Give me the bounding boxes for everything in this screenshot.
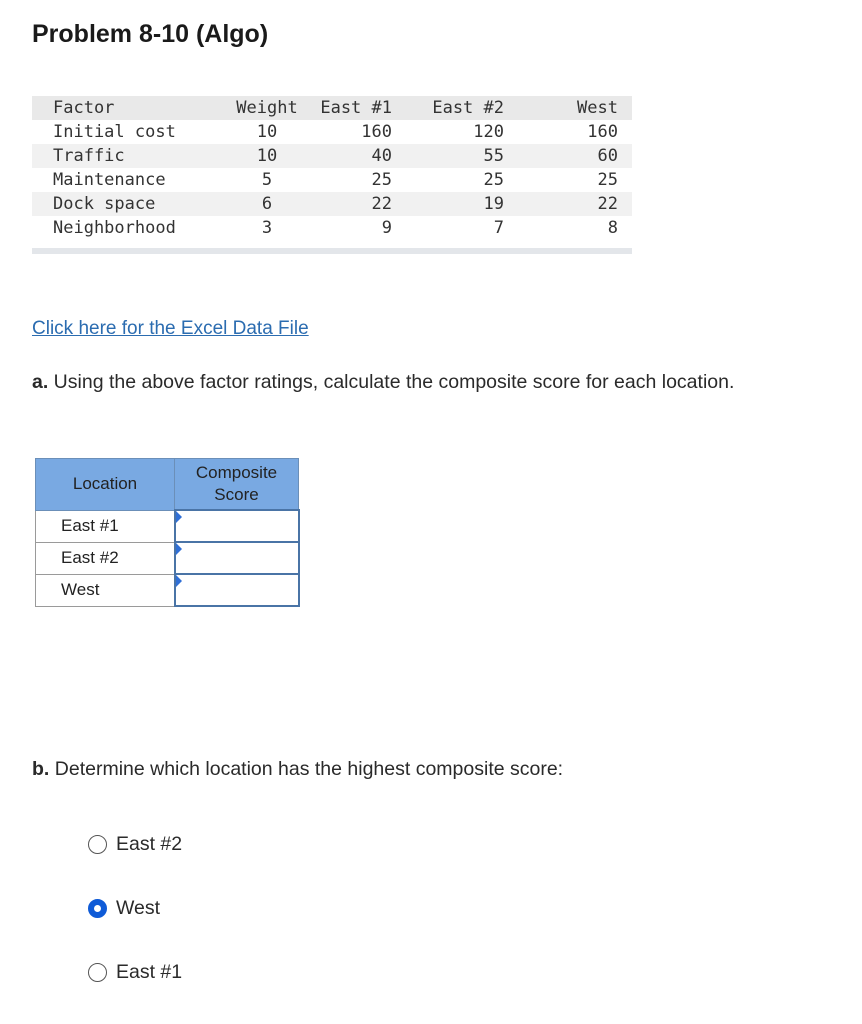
factor-name: Maintenance — [53, 170, 166, 190]
header-east2: East #2 — [432, 98, 504, 118]
header-west: West — [577, 98, 618, 118]
west-cell: 25 — [597, 170, 618, 190]
header-east1: East #1 — [320, 98, 392, 118]
score-input-west[interactable] — [176, 575, 298, 605]
table-scrollbar[interactable] — [32, 248, 632, 254]
table-row — [32, 192, 632, 216]
table-row — [32, 120, 632, 144]
page-title: Problem 8-10 (Algo) — [32, 20, 269, 48]
radio-option-east2[interactable] — [88, 833, 182, 856]
composite-score-table — [35, 458, 300, 607]
score-cell-east1[interactable] — [175, 510, 299, 542]
header-score-line2: Score — [214, 485, 259, 504]
west-cell: 160 — [587, 122, 618, 142]
east2-cell: 120 — [473, 122, 504, 142]
score-cell-east2[interactable] — [175, 542, 299, 574]
east2-cell: 7 — [493, 218, 504, 238]
question-a-label: a. — [32, 371, 49, 393]
radio-button-icon[interactable] — [88, 835, 107, 854]
east2-cell: 25 — [483, 170, 504, 190]
west-cell: 8 — [607, 218, 618, 238]
location-east2: East #2 — [36, 542, 175, 574]
table-row — [36, 510, 299, 542]
factor-name: Traffic — [53, 146, 125, 166]
west-cell: 22 — [597, 194, 618, 214]
header-weight: Weight — [236, 98, 298, 118]
table-row — [32, 144, 632, 168]
table-row — [36, 574, 299, 606]
score-cell-west[interactable] — [175, 574, 299, 606]
header-factor: Factor — [53, 98, 115, 118]
header-score-line1: Composite — [195, 463, 278, 482]
east1-cell: 25 — [371, 170, 392, 190]
factor-name: Initial cost — [53, 122, 176, 142]
input-marker-icon — [176, 543, 182, 555]
question-b-label: b. — [32, 758, 50, 780]
east1-cell: 9 — [381, 218, 392, 238]
east1-cell: 40 — [371, 146, 392, 166]
input-marker-icon — [176, 511, 182, 523]
radio-label-west: West — [116, 897, 161, 919]
location-west: West — [36, 574, 175, 606]
header-composite-score — [175, 459, 299, 511]
east2-cell: 55 — [483, 146, 504, 166]
factor-name: Dock space — [53, 194, 156, 214]
east2-cell: 19 — [483, 194, 504, 214]
weight-cell: 5 — [261, 170, 273, 190]
west-cell: 60 — [597, 146, 618, 166]
east1-cell: 160 — [361, 122, 392, 142]
score-input-east2[interactable] — [176, 543, 298, 573]
radio-label-east1: East #1 — [116, 961, 183, 983]
question-a — [32, 371, 734, 394]
radio-option-west[interactable] — [88, 897, 160, 920]
radio-button-selected-icon[interactable] — [88, 899, 107, 918]
weight-cell: 3 — [261, 218, 273, 238]
weight-cell: 10 — [256, 122, 278, 142]
table-row — [32, 216, 632, 240]
radio-option-east1[interactable] — [88, 961, 182, 984]
answer-table-header — [36, 459, 299, 511]
factor-name: Neighborhood — [53, 218, 176, 238]
radio-button-icon[interactable] — [88, 963, 107, 982]
weight-cell: 10 — [256, 146, 278, 166]
factor-table-header — [32, 96, 632, 120]
question-b — [32, 758, 563, 781]
factor-table — [32, 96, 632, 240]
weight-cell: 6 — [261, 194, 273, 214]
question-b-text: Determine which location has the highest composite score: — [49, 758, 564, 780]
table-row — [32, 168, 632, 192]
radio-label-east2: East #2 — [116, 833, 183, 855]
question-a-text: Using the above factor ratings, calculate the composite score for each location. — [48, 371, 735, 393]
input-marker-icon — [176, 575, 182, 587]
header-location: Location — [36, 459, 175, 511]
score-input-east1[interactable] — [176, 511, 298, 541]
excel-data-link[interactable]: Click here for the Excel Data File — [32, 318, 309, 339]
table-row — [36, 542, 299, 574]
east1-cell: 22 — [371, 194, 392, 214]
location-east1: East #1 — [36, 510, 175, 542]
